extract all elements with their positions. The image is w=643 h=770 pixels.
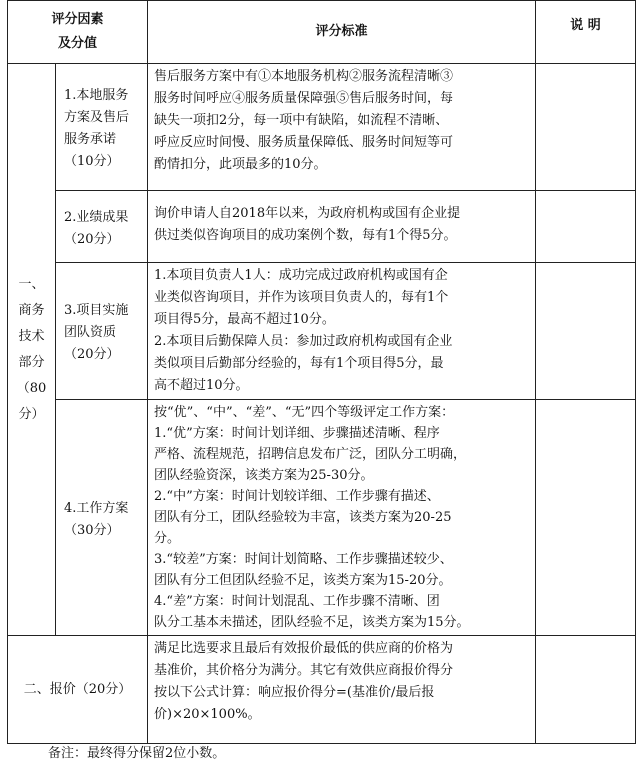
standard-line: 分。 [154, 531, 181, 546]
standard-work-plan [148, 400, 536, 636]
row-service [8, 64, 636, 191]
remark-work-plan [536, 400, 636, 636]
row-performance [8, 191, 636, 263]
standard-line: 业类似咨询项目，并作为该项目负责人的，每有1个 [154, 290, 449, 305]
row-price [8, 636, 636, 744]
criterion-performance: 2.业绩成果（20分） [56, 191, 148, 263]
standard-line: 服务时间呼应④服务质量保障强⑤售后服务时间，每 [154, 91, 454, 106]
criterion-team: 3.项目实施团队资质（20分） [56, 263, 148, 400]
standard-line: 售后服务方案中有①本地服务机构②服务流程清晰③ [154, 69, 454, 84]
standard-line: 4.“差”方案：时间计划混乱、工作步骤不清晰、团 [154, 594, 440, 609]
remark-service [536, 64, 636, 191]
standard-line: 价)×20×100%。 [154, 707, 261, 722]
criterion-work-plan: 4.工作方案（30分） [56, 400, 148, 636]
standard-line: 高不超过10分。 [154, 378, 249, 393]
standard-line: 团队有分工，团队经验较为丰富，该类方案为20-25 [154, 510, 452, 525]
standard-line: 1.“优”方案：时间计划详细、步骤描述清晰、程序 [154, 426, 440, 441]
category-price: 二、报价（20分） [8, 636, 148, 744]
scoring-table [7, 0, 636, 744]
standard-line: 供过类似咨询项目的成功案例个数，每有1个得5分。 [154, 228, 457, 243]
standard-line: 酌情扣分，此项最多的10分。 [154, 157, 327, 172]
criterion-service: 1.本地服务方案及售后服务承诺（10分） [56, 64, 148, 191]
remark-performance [536, 191, 636, 263]
standard-line: 呼应反应时间慢、服务质量保障低、服务时间短等可 [154, 135, 454, 150]
standard-line: 团队经验资深，该类方案为25-30分。 [154, 468, 374, 483]
standard-line: 基准价，其价格分为满分。其它有效供应商报价得分 [154, 663, 454, 678]
remark-price [536, 636, 636, 744]
standard-line: 按“优”、“中”、“差”、“无”四个等级评定工作方案： [154, 405, 455, 420]
standard-service [148, 64, 536, 191]
standard-performance [148, 191, 536, 263]
row-team [8, 263, 636, 400]
standard-line: 项目得5分，最高不超过10分。 [154, 312, 335, 327]
standard-line: 类似项目后勤部分经验的，每有1个项目得5分，最 [154, 356, 444, 371]
standard-line: 团队有分工但团队经验不足，该类方案为15-20分。 [154, 573, 452, 588]
header-standard: 评分标准 [148, 1, 536, 64]
standard-line: 满足比选要求且最后有效报价最低的供应商的价格为 [154, 641, 454, 656]
standard-team [148, 263, 536, 400]
footnote: 备注：最终得分保留2位小数。 [48, 746, 226, 761]
category-commercial [8, 64, 56, 636]
remark-team [536, 263, 636, 400]
header-factor [8, 1, 148, 64]
standard-price [148, 636, 536, 744]
header-factor-text: 评分因素 及分值 [51, 12, 104, 51]
standard-line: 严格、流程规范，招聘信息发布广泛，团队分工明确， [154, 447, 467, 462]
standard-line: 3.“较差”方案：时间计划简略、工作步骤描述较少、 [154, 552, 453, 567]
header-row [8, 1, 636, 64]
standard-line: 缺失一项扣2分，每一项中有缺陷，如流程不清晰、 [154, 113, 449, 128]
row-work-plan [8, 400, 636, 636]
standard-line: 询价申请人自2018年以来，为政府机构或国有企业提 [154, 206, 461, 221]
standard-line: 队分工基本未描述，团队经验不足，该类方案为15分。 [154, 615, 470, 630]
header-remark: 说 明 [536, 1, 636, 64]
category-commercial-label: 一、 商务 技术 部分 （80 分） [16, 276, 47, 422]
standard-line: 按以下公式计算：响应报价得分=(基准价/最后报 [154, 685, 435, 700]
standard-line: 1.本项目负责人1人：成功完成过政府机构或国有企 [154, 268, 448, 283]
standard-line: 2.“中”方案：时间计划较详细、工作步骤有描述、 [154, 489, 440, 504]
standard-line: 2.本项目后勤保障人员：参加过政府机构或国有企业 [154, 334, 453, 349]
